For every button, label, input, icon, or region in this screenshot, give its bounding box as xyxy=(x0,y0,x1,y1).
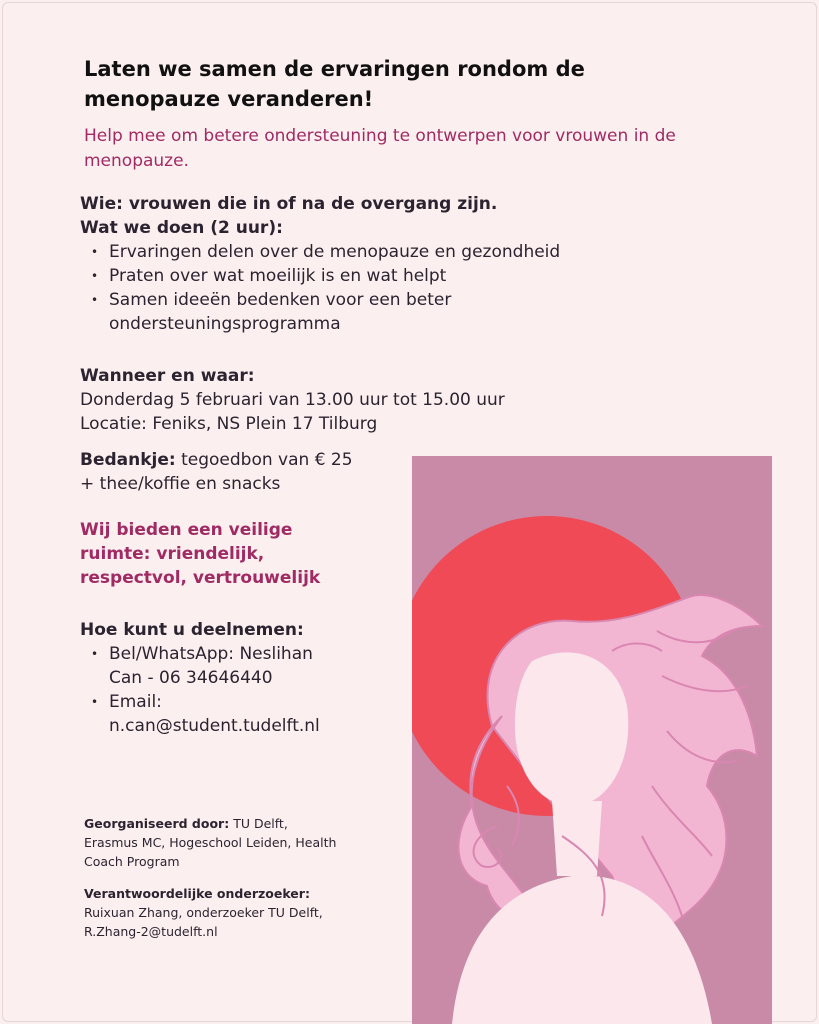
researcher-section xyxy=(84,884,384,941)
when-location: Locatie: Feniks, NS Plein 17 Tilburg xyxy=(80,414,378,434)
phone-contact[interactable]: • Bel/WhatsApp: Neslihan Can - 06 34646440 xyxy=(80,642,349,690)
list-item: • Praten over wat moeilijk is en wat helpt xyxy=(80,264,640,288)
face xyxy=(515,652,628,806)
organised-text: TU Delft, Erasmus MC, Hogeschool Leiden, Health Coach Program xyxy=(84,816,337,869)
venus-illustration xyxy=(412,456,772,1024)
what-list xyxy=(80,240,640,336)
what-heading: Wat we doen (2 uur): xyxy=(80,218,283,238)
thanks-text: tegoedbon van € 25 + thee/koffie en snacks xyxy=(80,450,353,494)
list-item: • Samen ideeën bedenken voor een beter ondersteuningsprogramma xyxy=(80,288,529,336)
participate-list xyxy=(80,642,380,738)
when-section xyxy=(80,364,640,436)
thanks-section xyxy=(80,448,370,496)
researcher-label: Verantwoordelijke onderzoeker: xyxy=(84,886,310,901)
when-heading: Wanneer en waar: xyxy=(80,366,255,386)
page-subtitle: Help mee om betere ondersteuning te ontwerpen voor vrouwen in de menopauze. xyxy=(84,126,676,171)
email-contact[interactable]: • Email: n.can@student.tudelft.nl xyxy=(80,690,349,738)
who-section xyxy=(80,192,640,336)
when-date: Donderdag 5 februari van 13.00 uur tot 15.00 uur xyxy=(80,390,505,410)
organised-label: Georganiseerd door: xyxy=(84,816,230,831)
list-item: • Ervaringen delen over de menopauze en gezondheid xyxy=(80,240,640,264)
safe-space-text: Wij bieden een veilige ruimte: vriendelijk, respectvol, vertrouwelijk xyxy=(80,520,321,588)
participate-heading: Hoe kunt u deelnemen: xyxy=(80,620,304,640)
page-title: Laten we samen de ervaringen rondom de menopauze veranderen! xyxy=(84,57,585,111)
organised-section xyxy=(84,814,344,871)
thanks-label: Bedankje: xyxy=(80,450,176,470)
researcher-name: Ruixuan Zhang, onderzoeker TU Delft, xyxy=(84,905,323,920)
participate-section xyxy=(80,618,380,738)
researcher-email[interactable]: R.Zhang-2@tudelft.nl xyxy=(84,924,218,939)
who-text: Wie: vrouwen die in of na de overgang zijn. xyxy=(80,194,498,214)
